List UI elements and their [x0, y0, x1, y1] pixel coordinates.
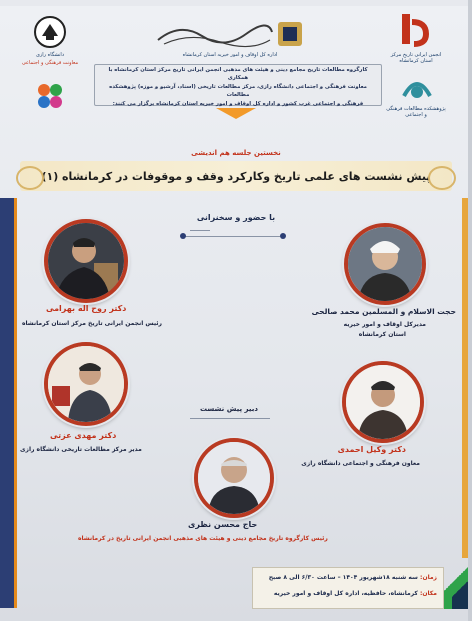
- cultural-deputy-caption: معاونت فرهنگی و اجتماعی: [21, 60, 79, 66]
- research-logo-caption: پژوهشکده مطالعات فرهنگی و اجتماعی: [386, 106, 446, 118]
- awqaf-logo-caption: اداره کل اوقاف و امور خیریه استان کرمانشاه: [182, 52, 278, 58]
- organizers-line-2: معاونت فرهنگی و اجتماعی دانشگاه رازی، مرکز مطالعات تاریخی (اسناد، آرشیو و موزه) پژوهشکده مطالعات: [109, 84, 367, 98]
- event-time-line: [269, 574, 437, 581]
- speaker-1-role-province: استان کرمانشاه: [358, 331, 406, 338]
- secretary-name: حاج محسن نظری: [188, 520, 258, 529]
- left-navy-band: [0, 198, 14, 608]
- right-edge: [468, 0, 472, 621]
- place-label: مکان:: [420, 590, 437, 597]
- presence-heading: با حضور و سخنرانی: [196, 213, 276, 222]
- speaker-1-role: مدیرکل اوقاف و امور خیریه: [343, 321, 426, 328]
- speaker-2-name: دکتر روح اله بهرامی: [46, 304, 127, 313]
- secretary-role: رئیس کارگروه تاریخ مجامع دینی و هیئت های مذهبی انجمن ایرانی تاریخ در کرمانشاه: [78, 535, 328, 542]
- speaker-1-photo: [344, 223, 426, 305]
- secretary-heading: دبیر پیش نشست: [200, 405, 258, 413]
- down-arrow-icon: [216, 108, 256, 119]
- razi-university-logo: [30, 14, 70, 50]
- top-frame: [0, 0, 472, 6]
- time-value: سه شنبه ۱۸شهریور ۱۴۰۴ – ساعت ۶/۳۰ الی ۸ صبح: [268, 574, 418, 581]
- speaker-3-name: دکتر وکیل احمدی: [337, 445, 406, 454]
- right-ornament-icon: [428, 166, 456, 190]
- left-ornament-icon: [16, 166, 44, 190]
- razi-logo-caption: دانشگاه رازی: [35, 52, 65, 58]
- event-info-box: [252, 567, 444, 609]
- speaker-1-name: حجت الاسلام و المسلمین محمد صالحی: [311, 307, 456, 316]
- speaker-2-photo: [44, 219, 128, 303]
- history-logo-caption: انجمن ایرانی تاریخ مرکز استان کرمانشاه: [390, 52, 442, 64]
- organizers-line-1: کارگروه مطالعات تاریخ مجامع دینی و هیئت های مذهبی انجمن ایرانی تاریخ مرکز استان کرمانشاه با همکاری: [108, 67, 368, 81]
- divider-dot-right: [280, 233, 286, 239]
- event-place-line: [274, 590, 437, 597]
- secretary-divider: [190, 418, 270, 419]
- speaker-4-photo: [44, 342, 128, 426]
- time-label: زمان:: [420, 574, 437, 581]
- place-value: کرمانشاه، حافظیه، اداره کل اوقاف و امور خیریه: [273, 590, 418, 597]
- divider-left: [190, 230, 210, 231]
- page-title: پیش نشست های علمی تاریخ وکارکرد وقف و موقوفات در کرمانشاه (۱): [41, 169, 431, 183]
- cultural-deputy-logo: [30, 78, 70, 114]
- title-banner: [20, 161, 452, 191]
- speaker-3-photo: [342, 361, 424, 443]
- secretary-photo: [194, 438, 274, 518]
- divider-dot-left: [180, 233, 186, 239]
- session-subtitle: نخستین جلسه هم اندیشی: [191, 149, 281, 157]
- speaker-3-role: معاون فرهنگی و اجتماعی دانشگاه رازی: [301, 460, 420, 467]
- history-association-logo: [398, 12, 434, 50]
- organizers-box: [94, 64, 382, 106]
- divider-bottom: [184, 236, 280, 237]
- left-orange-stripe: [14, 198, 17, 608]
- speaker-4-role: مدیر مرکز مطالعات تاریخی دانشگاه رازی: [20, 446, 142, 453]
- research-institute-logo: [398, 70, 436, 106]
- organizers-line-3: فرهنگی و اجتماعی غرب کشور و اداره کل اوقاف و امور خیریه استان کرمانشاه برگزار می کنند:: [112, 101, 364, 107]
- speaker-2-role: رئیس انجمن ایرانی تاریخ مرکز استان کرمانشاه: [22, 320, 162, 327]
- corner-navy-triangle: [452, 569, 468, 609]
- speaker-4-name: دکتر مهدی عزتی: [50, 431, 117, 440]
- awqaf-calligraphy-logo: [150, 18, 310, 50]
